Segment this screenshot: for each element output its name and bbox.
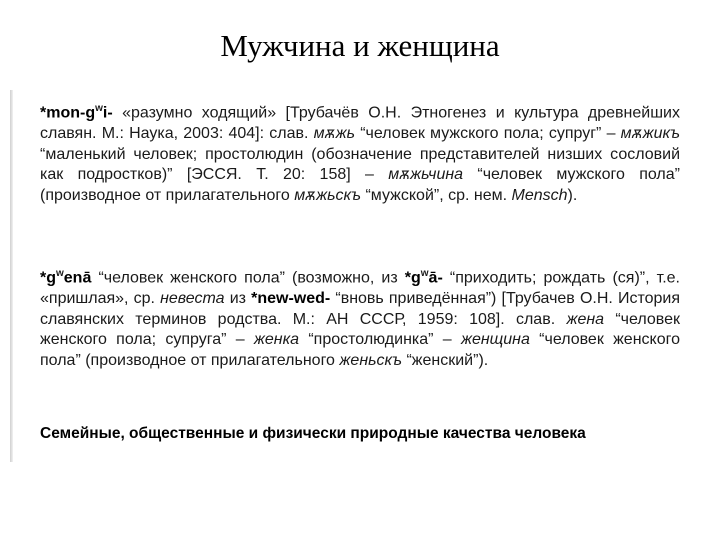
cited-word: мѫжьчина (388, 166, 464, 184)
headword: *new-wed- (251, 289, 331, 307)
entry-text: ). (567, 186, 578, 204)
slide-title: Мужчина и женщина (220, 28, 500, 63)
headword: *mon-g (40, 104, 96, 122)
headword: i- (102, 104, 113, 122)
entry-text: из (224, 289, 252, 307)
cited-word: невеста (160, 289, 225, 307)
entry-text: “маленький человек; простолюдин (обозначение представителей низших сословий как подростков)” [ЭССЯ. Т. 20: 158] – (40, 145, 680, 184)
cited-word: мѫжьскъ (294, 186, 362, 204)
headword: ā- (428, 269, 443, 287)
entry-text: “человек женского пола; супруга” – (40, 310, 680, 349)
scan-edge-shadow (10, 90, 13, 462)
section-heading: Семейные, общественные и физически природные качества человека (40, 425, 586, 442)
entry-text: “человек женского пола” (возможно, из (91, 269, 405, 287)
entry-text: «разумно ходящий» [Трубачёв О.Н. Этногенез и культура древнейших славян. М.: Наука, 2003: 404]: слав. (40, 104, 680, 142)
entry-text: “простолюдинка” – (299, 331, 461, 349)
cited-word: женка (253, 331, 300, 349)
cited-word: Mensch (511, 186, 568, 204)
entry-text: “человек женского пола” (производное от прилагательного (40, 331, 681, 369)
entry-man-paragraph (40, 99, 680, 206)
headword: *g (40, 269, 56, 287)
cited-word: женщина (460, 331, 530, 349)
headword-superscript: w (56, 268, 64, 279)
headword: enā (63, 269, 92, 287)
entry-text: “мужской”, ср. нем. (361, 186, 512, 204)
entry-text: “вновь приведённая”) [Трубачев О.Н. История славянских терминов родства. М.: АН СССР, 1959: 108]. слав. (40, 289, 681, 328)
cited-word: женьскъ (339, 351, 403, 369)
cited-word: жена (566, 310, 605, 328)
entry-text: “приходить; рождать (ся)”, т.е. «пришлая», ср. (40, 269, 680, 307)
cited-word: мѫжь (313, 124, 355, 142)
cited-word: мѫжикъ (620, 124, 680, 142)
entry-text: “человек мужского пола” (производное от прилагательного (40, 166, 680, 204)
headword-superscript: w (420, 268, 429, 279)
entry-text: “женский”). (402, 351, 489, 369)
entry-woman-paragraph (40, 264, 680, 371)
entry-text: “человек мужского пола; супруг” – (355, 124, 621, 142)
headword: *g (404, 269, 421, 287)
headword-superscript: w (95, 103, 103, 114)
